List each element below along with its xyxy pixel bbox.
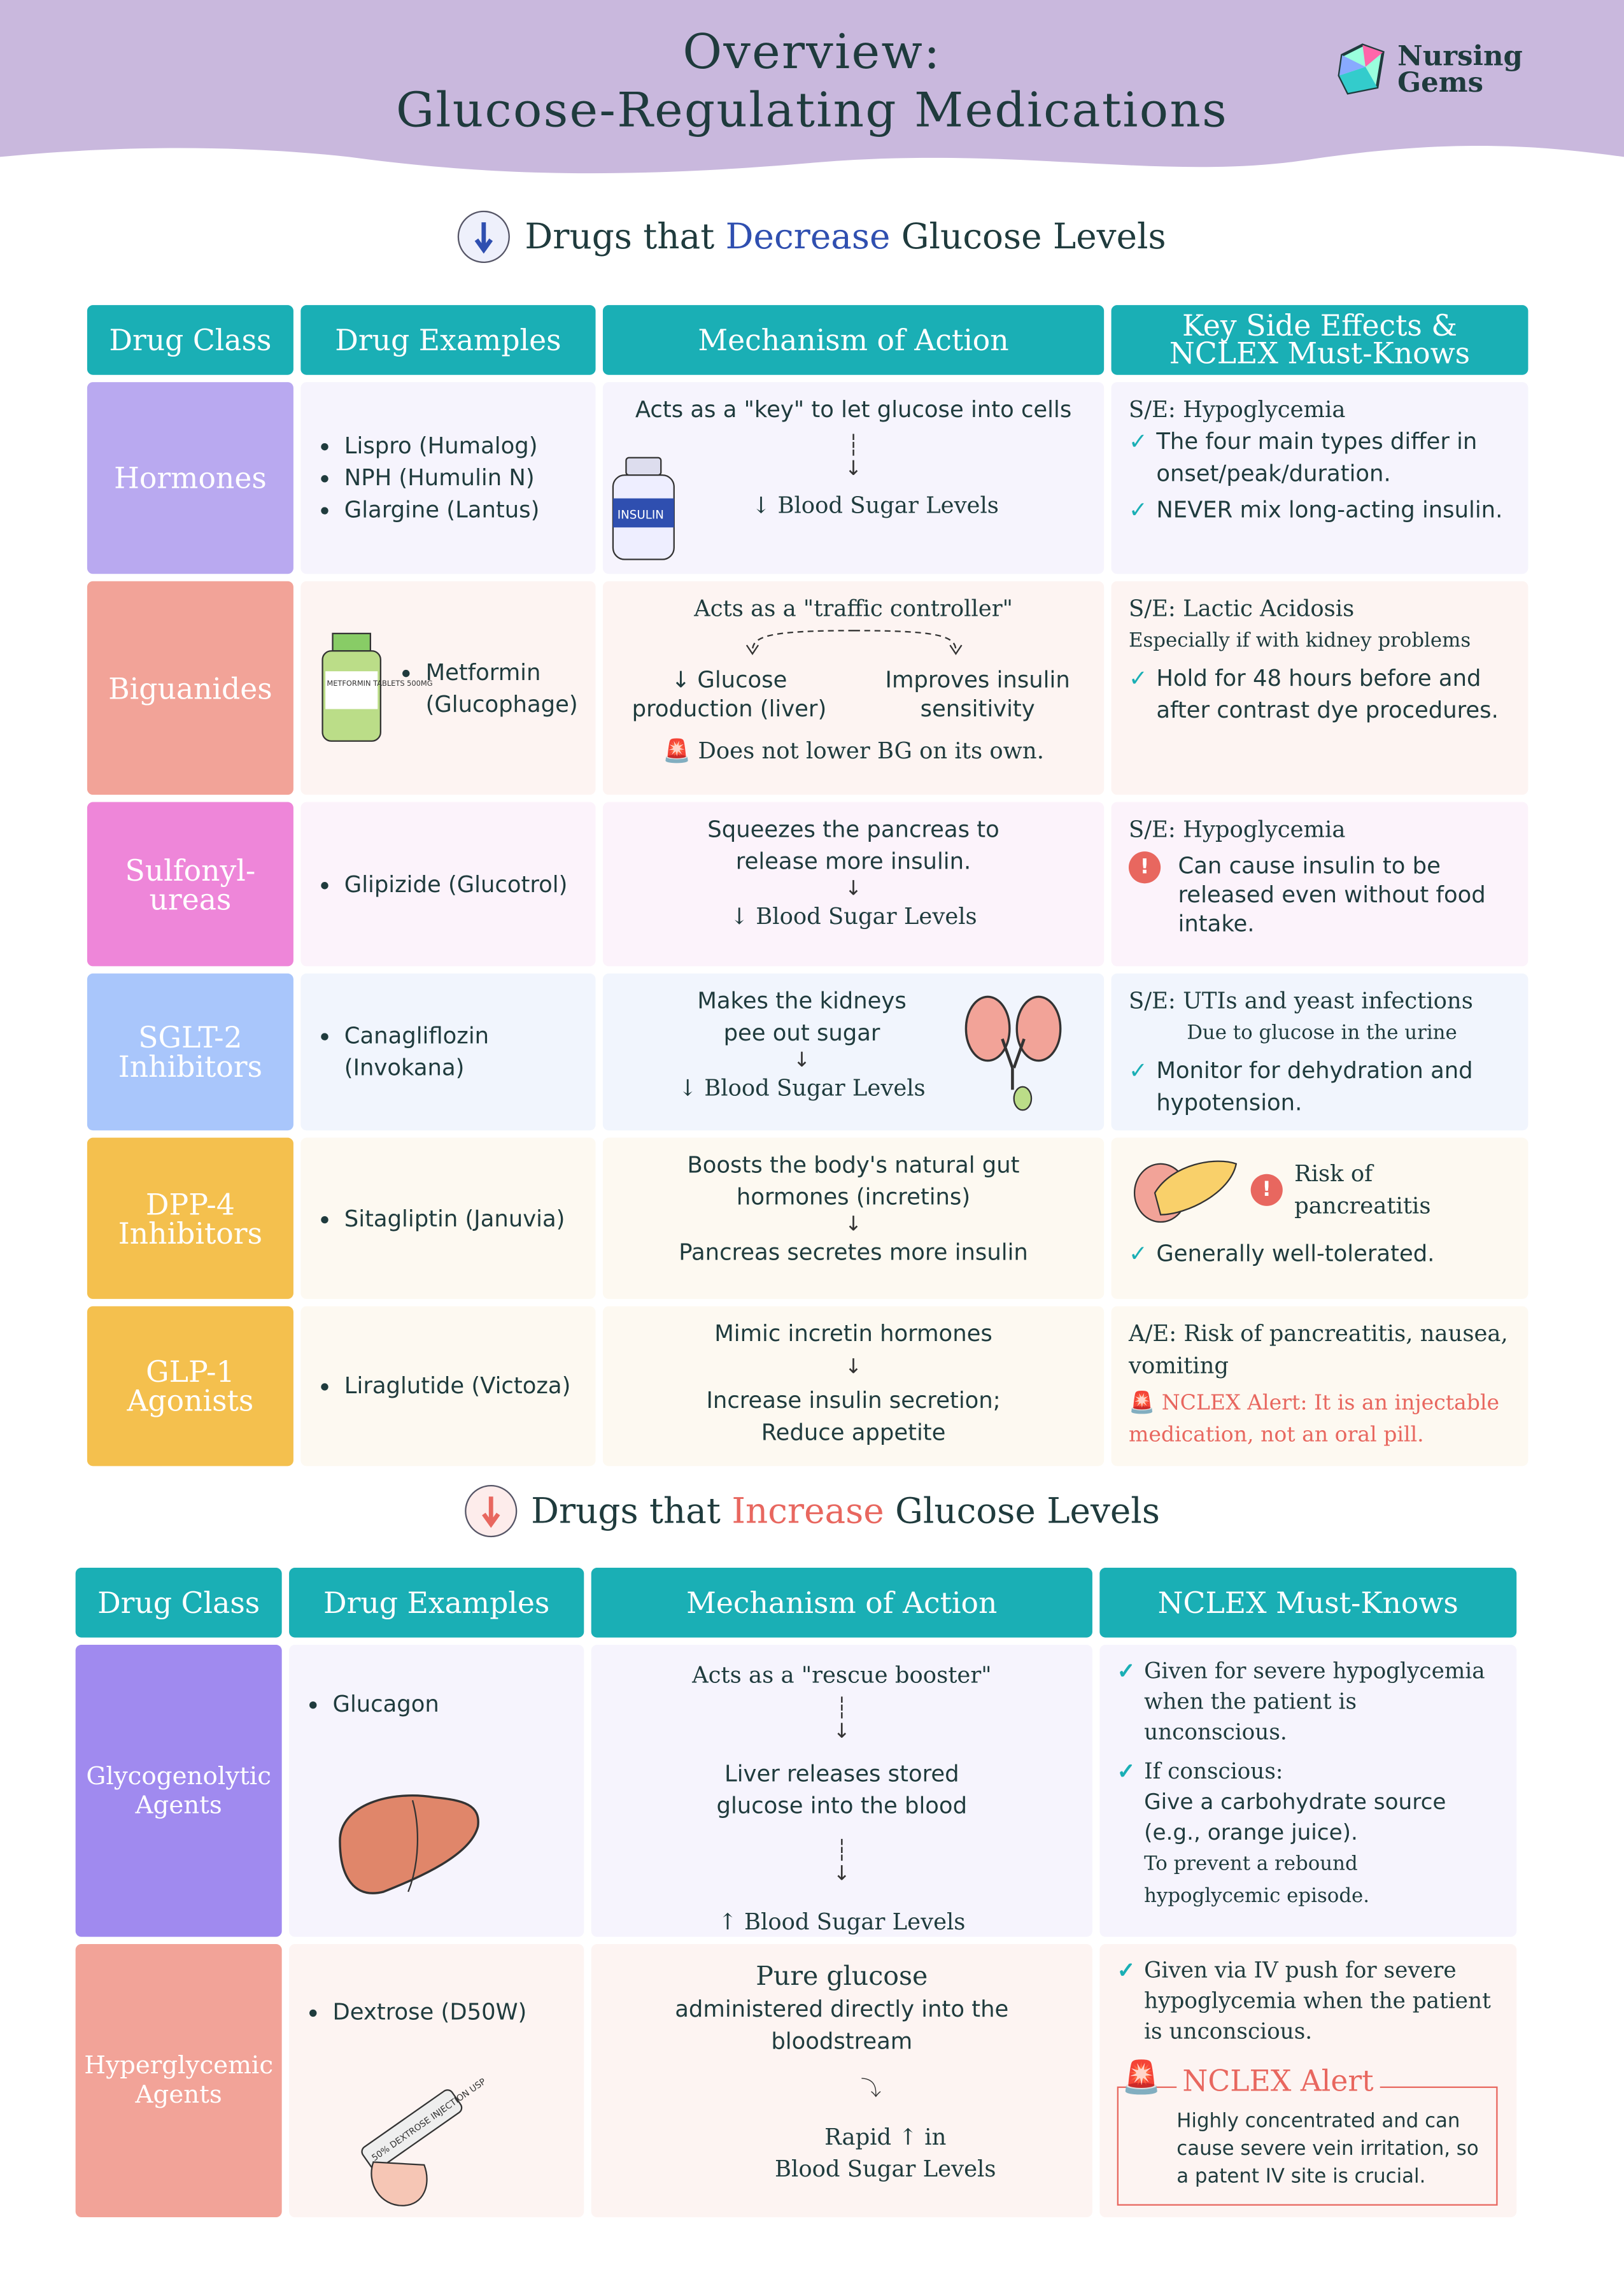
insulin-bottle-icon — [609, 455, 679, 564]
check-icon: ✓ — [1128, 1058, 1148, 1084]
example-item: • Lispro (Humalog) — [344, 430, 540, 462]
col-header: Drug Examples — [300, 305, 595, 375]
siren-icon: 🚨 — [663, 738, 691, 765]
siren-icon: 🚨 — [1121, 2060, 1162, 2097]
col-header: Mechanism of Action — [603, 305, 1104, 375]
check-icon: ✓ — [1117, 1757, 1136, 1785]
warning-icon: ! — [1251, 1174, 1283, 1205]
split-arrow-icon — [708, 625, 998, 657]
class-hyperglycemic: Hyperglycemic Agents — [76, 1944, 282, 2217]
mechanism-cell: Squeezes the pancreas to release more insulin. ↓ ↓ Blood Sugar Levels — [603, 802, 1104, 967]
examples-cell — [289, 1645, 584, 1937]
increase-table — [76, 1568, 1517, 2217]
check-icon: ✓ — [1117, 1658, 1136, 1684]
must-knows-cell: ✓ Given for severe hypoglycemia when the patient is unconscious. ✓ If conscious: Give a carbohydrate source (e.g., orange juice). To prevent a rebound hypoglycemic episode. — [1099, 1645, 1516, 1937]
arrow-down-icon — [464, 1485, 516, 1537]
examples-cell — [300, 1138, 595, 1299]
pancreas-icon — [1129, 1149, 1242, 1229]
liver-icon — [333, 1783, 486, 1899]
nclex-alert-box: 🚨 NCLEX Alert Highly concentrated and can cause severe vein irritation, so a patent IV site is crucial. — [1117, 2087, 1498, 2206]
example-item: • NPH (Humulin N) — [344, 462, 540, 494]
kidneys-icon — [959, 988, 1068, 1112]
check-icon: ✓ — [1128, 497, 1148, 523]
class-hormones: Hormones — [87, 382, 293, 574]
warning-icon: ! — [1129, 851, 1161, 883]
example-item: • Glucagon — [333, 1688, 567, 1720]
example-item: • Glipizide (Glucotrol) — [344, 868, 568, 900]
col-header: Drug Class — [76, 1568, 282, 1638]
example-item: • Liraglutide (Victoza) — [344, 1370, 571, 1402]
example-item: • Glargine (Lantus) — [344, 494, 540, 526]
mechanism-cell: Makes the kidneys pee out sugar ↓ ↓ Blood Sugar Levels — [603, 974, 1104, 1130]
side-effects-cell: A/E: Risk of pancreatitis, nausea, vomiting 🚨 NCLEX Alert: It is an injectable medication, not an oral pill. — [1112, 1306, 1529, 1466]
example-item: • Metformin (Glucophage) — [426, 656, 579, 720]
examples-cell — [300, 1306, 595, 1466]
syringe-hand-icon — [344, 2061, 488, 2213]
check-icon: ✓ — [1117, 1957, 1136, 1984]
mechanism-cell: Boosts the body's natural gut hormones (incretins) ↓ Pancreas secretes more insulin — [603, 1138, 1104, 1299]
examples-cell — [300, 974, 595, 1130]
example-item: • Canagliflozin (Invokana) — [344, 1020, 578, 1084]
class-sglt2: SGLT-2 Inhibitors — [87, 974, 293, 1130]
side-effects-cell: S/E: UTIs and yeast infections Due to glucose in the urine ✓ Monitor for dehydration and hypotension. — [1112, 974, 1529, 1130]
class-biguanides: Biguanides — [87, 581, 293, 795]
side-effects-cell: ! Risk of pancreatitis ✓ Generally well-tolerated. — [1112, 1138, 1529, 1299]
examples-cell — [300, 802, 595, 967]
examples-cell — [300, 581, 595, 795]
must-knows-cell: ✓ Given via IV push for severe hypoglycemia when the patient is unconscious. 🚨 NCLEX Alert Highly concentrated and can cause severe vein irritation, so a patent IV site is crucial. — [1099, 1944, 1516, 2217]
class-glycogenolytic: Glycogenolytic Agents — [76, 1645, 282, 1937]
increase-heading: Drugs that Increase Glucose Levels — [0, 1485, 1624, 1537]
side-effects-cell: S/E: Hypoglycemia ! Can cause insulin to be released even without food intake. — [1112, 802, 1529, 967]
decrease-heading: Drugs that Decrease Glucose Levels — [0, 211, 1624, 263]
col-header: Drug Class — [87, 305, 293, 375]
logo: Nursing Gems — [1334, 41, 1523, 99]
side-effects-cell: S/E: Lactic Acidosis Especially if with kidney problems ✓ Hold for 48 hours before and after contrast dye procedures. — [1112, 581, 1529, 795]
col-header: Mechanism of Action — [591, 1568, 1092, 1638]
examples-cell — [289, 1944, 584, 2217]
examples-cell — [300, 382, 595, 574]
mechanism-cell: Pure glucose administered directly into the bloodstream ⤵ Rapid ↑ in Blood Sugar Levels — [591, 1944, 1092, 2217]
col-header: Drug Examples — [289, 1568, 584, 1638]
mechanism-cell: Acts as a "key" to let glucose into cells ┆ ↓ ↓ Blood Sugar Levels INSULIN — [603, 382, 1104, 574]
class-sulfonylureas: Sulfonyl-ureas — [87, 802, 293, 967]
check-icon: ✓ — [1128, 429, 1148, 455]
mechanism-cell: Acts as a "rescue booster" ┆ ↓ Liver releases stored glucose into the blood ┆ ↓ ↑ Blood Sugar Levels — [591, 1645, 1092, 1937]
decrease-table — [87, 305, 1529, 1466]
col-header: Key Side Effects & NCLEX Must-Knows — [1112, 305, 1529, 375]
side-effects-cell: S/E: Hypoglycemia ✓ The four main types differ in onset/peak/duration. ✓ NEVER mix long-acting insulin. — [1112, 382, 1529, 574]
class-glp1: GLP-1 Agonists — [87, 1306, 293, 1466]
mechanism-cell: Mimic incretin hormones ↓ Increase insulin secretion; Reduce appetite — [603, 1306, 1104, 1466]
arrow-down-icon — [458, 211, 510, 263]
metformin-bottle-icon — [318, 630, 433, 746]
mechanism-cell: Acts as a "traffic controller" ↓ Glucose production (liver) Improves insulin sensitivity 🚨 Does not lower BG on its own. — [603, 581, 1104, 795]
example-item: • Dextrose (D50W) — [333, 1996, 567, 2028]
siren-icon: 🚨 — [1128, 1391, 1155, 1416]
col-header: NCLEX Must-Knows — [1099, 1568, 1516, 1638]
example-item: • Sitagliptin (Januvia) — [344, 1202, 565, 1234]
svg-text:INSULIN: INSULIN — [617, 508, 664, 522]
check-icon: ✓ — [1128, 1240, 1148, 1267]
class-dpp4: DPP-4 Inhibitors — [87, 1138, 293, 1299]
svg-text:50% DEXTROSE INJECTION USP: 50% DEXTROSE INJECTION USP — [370, 2077, 488, 2164]
svg-text:METFORMIN TABLETS 500MG: METFORMIN TABLETS 500MG — [327, 678, 433, 687]
check-icon: ✓ — [1128, 665, 1148, 692]
gem-icon — [1334, 41, 1392, 99]
page-title: Overview: Glucose-Regulating Medications — [395, 23, 1229, 138]
